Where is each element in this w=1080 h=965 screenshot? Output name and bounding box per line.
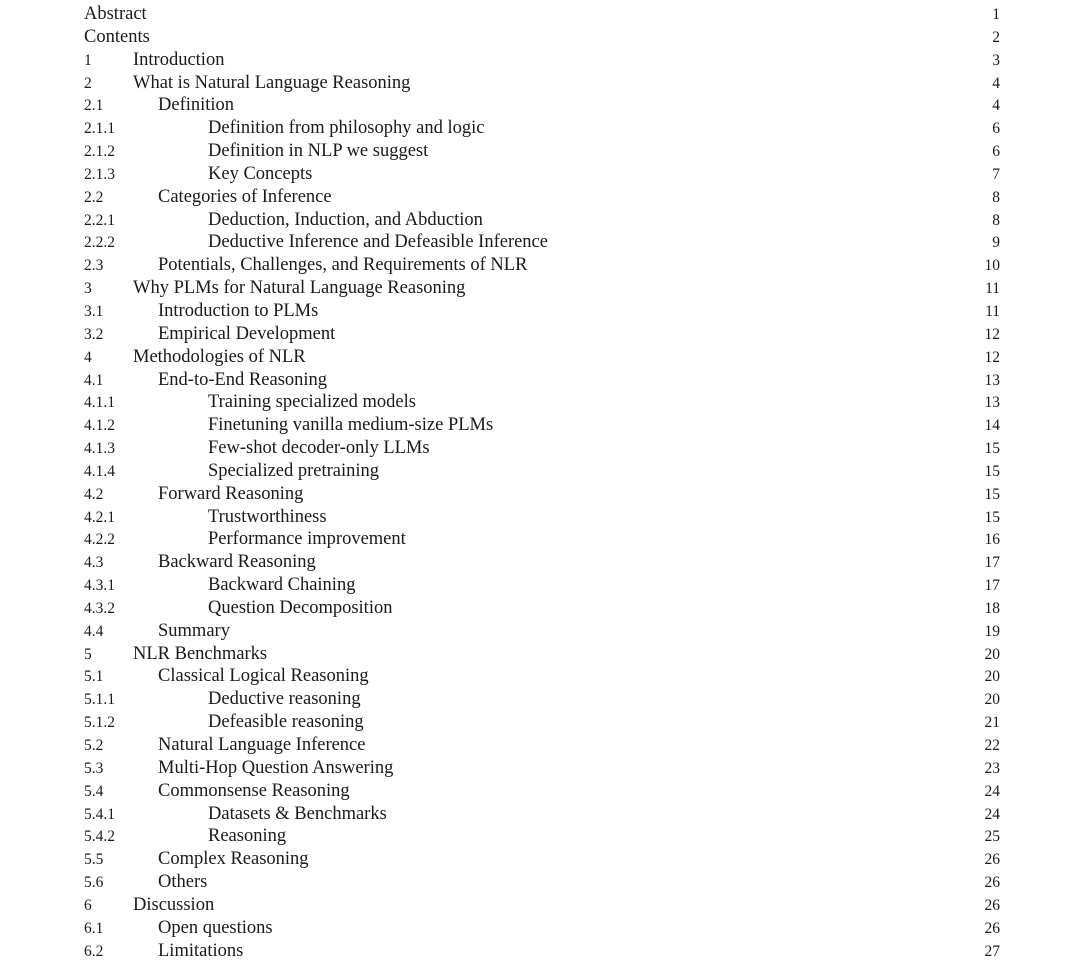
- section-number: 5.4.2: [84, 828, 115, 846]
- page-number: 13: [984, 371, 1000, 389]
- page-number: 23: [984, 759, 1000, 777]
- section-title[interactable]: Potentials, Challenges, and Requirements of NLR: [158, 255, 528, 276]
- section-title[interactable]: Training specialized models: [208, 392, 416, 413]
- section-number: 5.1.2: [84, 714, 115, 732]
- toc-entry[interactable]: [0, 825, 1080, 848]
- section-number: 2.2.2: [84, 234, 115, 252]
- section-title[interactable]: Complex Reasoning: [158, 849, 309, 870]
- page-number: 19: [984, 622, 1000, 640]
- page-number: 12: [984, 348, 1000, 366]
- toc-entry[interactable]: [0, 94, 1080, 117]
- section-title[interactable]: Question Decomposition: [208, 597, 393, 618]
- section-number: 2: [84, 74, 92, 92]
- section-number: 5.6: [84, 874, 104, 892]
- section-number: 4.3: [84, 554, 104, 572]
- page-number: 13: [984, 394, 1000, 412]
- toc-entry[interactable]: [0, 688, 1080, 711]
- toc-entry[interactable]: [0, 72, 1080, 95]
- page-number: 7: [992, 165, 1000, 183]
- toc-entry[interactable]: [0, 414, 1080, 437]
- section-title[interactable]: Few-shot decoder-only LLMs: [208, 438, 430, 459]
- page-number: 6: [992, 143, 1000, 161]
- toc-entry[interactable]: [0, 231, 1080, 254]
- toc-entry[interactable]: [0, 665, 1080, 688]
- section-title[interactable]: Defeasible reasoning: [208, 712, 364, 733]
- toc-entry[interactable]: [0, 711, 1080, 734]
- page-number: 9: [992, 234, 1000, 252]
- section-title[interactable]: Classical Logical Reasoning: [158, 666, 369, 687]
- page-number: 26: [984, 896, 1000, 914]
- page-number: 26: [984, 919, 1000, 937]
- toc-entry[interactable]: [0, 848, 1080, 871]
- page-number: 18: [984, 599, 1000, 617]
- toc-entry[interactable]: [0, 551, 1080, 574]
- page-number: 20: [984, 691, 1000, 709]
- section-title[interactable]: NLR Benchmarks: [133, 643, 268, 664]
- toc-entry[interactable]: [0, 917, 1080, 940]
- section-number: 6.2: [84, 942, 104, 960]
- toc-entry[interactable]: [0, 528, 1080, 551]
- section-number: 4.2: [84, 485, 104, 503]
- section-number: 5.4: [84, 782, 104, 800]
- section-title[interactable]: Open questions: [158, 917, 273, 938]
- section-number: 6.1: [84, 919, 104, 937]
- section-title[interactable]: Summary: [158, 620, 230, 641]
- section-title[interactable]: Limitations: [158, 940, 244, 961]
- section-title[interactable]: Commonsense Reasoning: [158, 780, 350, 801]
- page-number: 14: [984, 417, 1000, 435]
- toc-entry[interactable]: [0, 323, 1080, 346]
- toc-entry[interactable]: [0, 574, 1080, 597]
- section-title[interactable]: Backward Chaining: [208, 575, 356, 596]
- page-number: 15: [984, 508, 1000, 526]
- section-number: 2.2.1: [84, 211, 115, 229]
- toc-entry[interactable]: [0, 26, 1080, 49]
- page-number: 24: [984, 805, 1000, 823]
- section-number: 4.1.3: [84, 440, 115, 458]
- page-number: 17: [984, 554, 1000, 572]
- section-title[interactable]: End-to-End Reasoning: [158, 369, 328, 390]
- page-number: 26: [984, 874, 1000, 892]
- page-number: 21: [984, 714, 1000, 732]
- page-number: 6: [992, 120, 1000, 138]
- toc-entry[interactable]: [0, 300, 1080, 323]
- toc-entry[interactable]: [0, 186, 1080, 209]
- section-title[interactable]: Methodologies of NLR: [133, 346, 306, 367]
- section-number: 2.1.3: [84, 165, 115, 183]
- section-number: 3.1: [84, 302, 104, 320]
- page-number: 24: [984, 782, 1000, 800]
- toc-entry[interactable]: [0, 117, 1080, 140]
- section-number: 4.3.1: [84, 577, 115, 595]
- toc-entry[interactable]: [0, 506, 1080, 529]
- section-title[interactable]: Multi-Hop Question Answering: [158, 757, 394, 778]
- toc-entry[interactable]: [0, 369, 1080, 392]
- toc-entry[interactable]: [0, 643, 1080, 666]
- section-title[interactable]: Natural Language Inference: [158, 735, 366, 755]
- section-title[interactable]: Deductive Inference and Defeasible Inference: [208, 232, 548, 253]
- section-title[interactable]: Definition in NLP we suggest: [208, 141, 429, 162]
- section-number: 5: [84, 645, 92, 663]
- section-number: 5.5: [84, 851, 104, 869]
- section-title[interactable]: Why PLMs for Natural Language Reasoning: [133, 278, 466, 299]
- toc-entry[interactable]: [0, 49, 1080, 72]
- page-number: 17: [984, 577, 1000, 595]
- section-number: 4.2.1: [84, 508, 115, 526]
- section-title[interactable]: Empirical Development: [158, 323, 336, 344]
- section-title[interactable]: Introduction to PLMs: [158, 300, 319, 321]
- section-number: 5.4.1: [84, 805, 115, 823]
- toc-entry[interactable]: [0, 803, 1080, 826]
- table-of-contents: [0, 3, 1080, 962]
- toc-entry[interactable]: [0, 140, 1080, 163]
- toc-entry[interactable]: [0, 163, 1080, 186]
- section-title[interactable]: Abstract: [84, 4, 147, 24]
- section-number: 5.1: [84, 668, 104, 686]
- section-title[interactable]: Deductive reasoning: [208, 689, 361, 710]
- page-number: 11: [985, 302, 1000, 320]
- section-title[interactable]: Performance improvement: [208, 529, 406, 550]
- page-number: 26: [984, 851, 1000, 869]
- page-number: 20: [984, 668, 1000, 686]
- page-number: 2: [992, 28, 1000, 46]
- section-title[interactable]: Key Concepts: [208, 163, 313, 184]
- toc-entry[interactable]: [0, 597, 1080, 620]
- page-number: 25: [984, 828, 1000, 846]
- page-number: 11: [985, 280, 1000, 298]
- page-number: 20: [984, 645, 1000, 663]
- section-title[interactable]: Categories of Inference: [158, 186, 332, 207]
- section-number: 2.1: [84, 97, 104, 115]
- page-number: 15: [984, 440, 1000, 458]
- section-title[interactable]: Introduction: [133, 49, 225, 70]
- section-number: 3: [84, 280, 92, 298]
- section-number: 5.2: [84, 737, 104, 754]
- toc-entry[interactable]: [0, 437, 1080, 460]
- section-number: 4.1.2: [84, 417, 115, 435]
- section-title[interactable]: Finetuning vanilla medium-size PLMs: [208, 415, 494, 436]
- section-number: 2.1.2: [84, 143, 115, 161]
- toc-entry[interactable]: [0, 483, 1080, 506]
- section-title[interactable]: Reasoning: [208, 826, 287, 847]
- toc-entry[interactable]: [0, 734, 1080, 757]
- section-number: 4.1: [84, 371, 104, 389]
- section-title[interactable]: Contents: [84, 26, 150, 47]
- section-number: 2.3: [84, 257, 104, 275]
- section-number: 4.2.2: [84, 531, 115, 549]
- page-number: 15: [984, 485, 1000, 503]
- toc-entry[interactable]: [0, 346, 1080, 369]
- page-number: 15: [984, 462, 1000, 480]
- section-number: 2.2: [84, 188, 104, 206]
- toc-entry[interactable]: [0, 460, 1080, 483]
- section-number: 3.2: [84, 325, 104, 343]
- section-number: 5.1.1: [84, 691, 115, 709]
- section-title[interactable]: Deduction, Induction, and Abduction: [208, 209, 483, 230]
- section-number: 5.3: [84, 759, 104, 777]
- page-number: 16: [984, 531, 1000, 549]
- page-number: 12: [984, 325, 1000, 343]
- toc-entry[interactable]: [0, 254, 1080, 277]
- page-number: 10: [984, 257, 1000, 275]
- section-number: 4: [84, 348, 92, 366]
- toc-entry[interactable]: [0, 3, 1080, 26]
- page-number: 8: [992, 188, 1000, 206]
- section-number: 4.1.4: [84, 462, 115, 480]
- section-title[interactable]: Datasets & Benchmarks: [208, 803, 387, 824]
- toc-entry[interactable]: [0, 391, 1080, 414]
- page-number: 8: [992, 211, 1000, 229]
- section-number: 4.4: [84, 622, 104, 640]
- page-number: 27: [984, 942, 1000, 960]
- toc-entry[interactable]: [0, 757, 1080, 780]
- section-title[interactable]: Definition from philosophy and logic: [208, 118, 485, 139]
- section-number: 4.1.1: [84, 394, 115, 412]
- section-title[interactable]: Forward Reasoning: [158, 483, 304, 504]
- toc-entry[interactable]: [0, 894, 1080, 917]
- toc-entry[interactable]: [0, 620, 1080, 643]
- section-title[interactable]: Others: [158, 872, 208, 893]
- page-number: 3: [992, 51, 1000, 69]
- section-number: 6: [84, 896, 92, 914]
- section-title[interactable]: Trustworthiness: [208, 506, 327, 527]
- section-title[interactable]: What is Natural Language Reasoning: [133, 72, 411, 93]
- section-title[interactable]: Definition: [158, 95, 235, 116]
- toc-entry[interactable]: [0, 780, 1080, 803]
- toc-entry[interactable]: [0, 940, 1080, 963]
- section-number: 1: [84, 51, 92, 69]
- toc-entry[interactable]: [0, 209, 1080, 232]
- toc-entry[interactable]: [0, 871, 1080, 894]
- page-number: 22: [984, 737, 1000, 754]
- section-number: 4.3.2: [84, 599, 115, 617]
- toc-entry[interactable]: [0, 277, 1080, 300]
- section-title[interactable]: Specialized pretraining: [208, 460, 380, 481]
- section-title[interactable]: Backward Reasoning: [158, 552, 316, 573]
- page-number: 1: [992, 6, 1000, 23]
- page-number: 4: [992, 74, 1000, 92]
- section-title[interactable]: Discussion: [133, 894, 215, 915]
- section-number: 2.1.1: [84, 120, 115, 138]
- page-number: 4: [992, 97, 1000, 115]
